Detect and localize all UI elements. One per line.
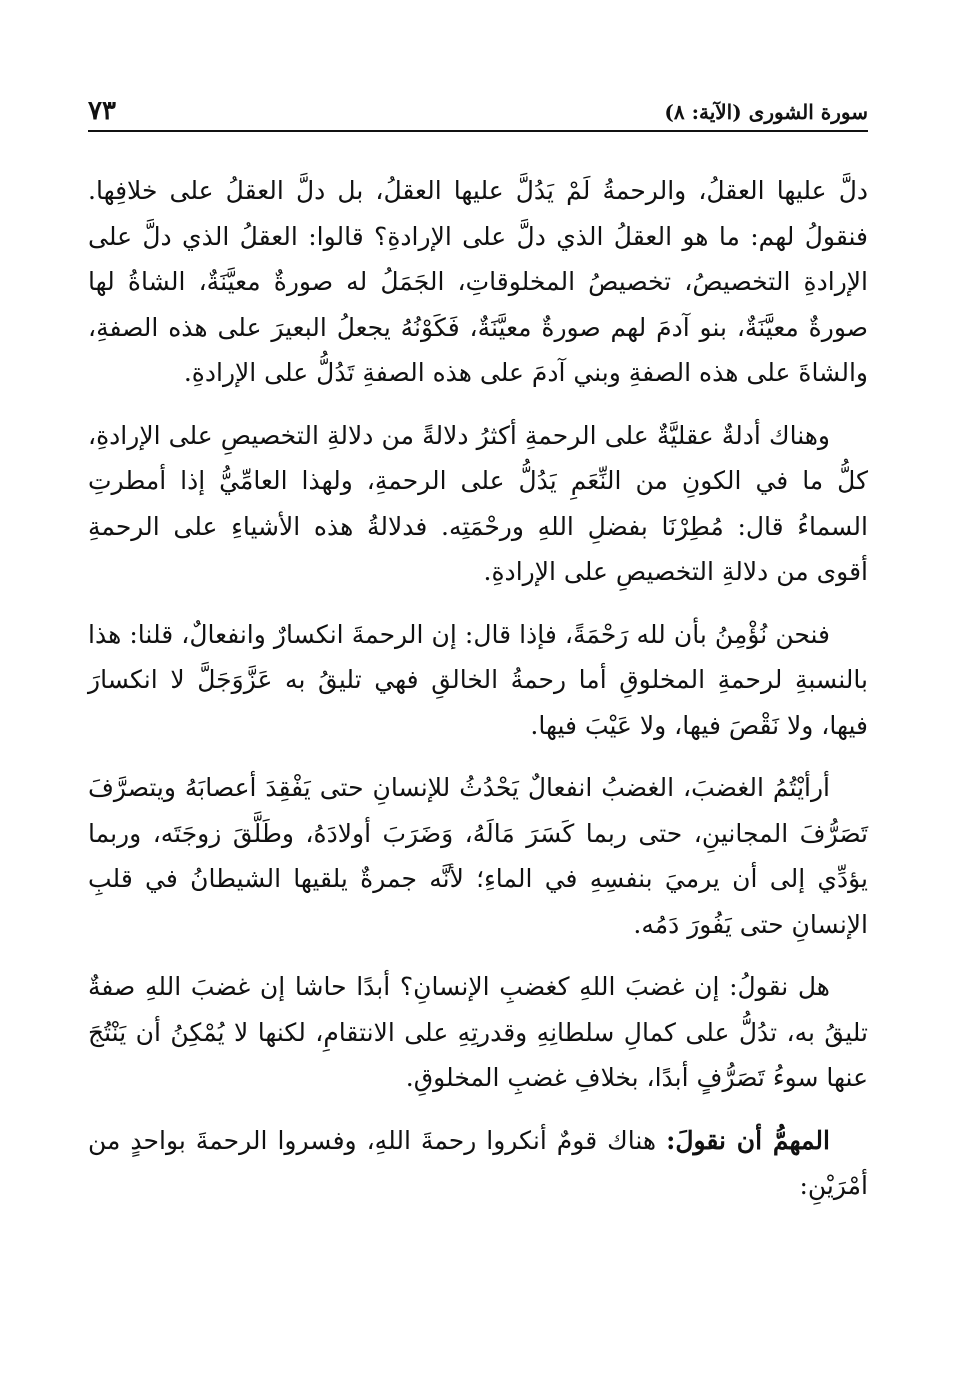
paragraph-6 bbox=[88, 1118, 868, 1209]
page-number: ٧٣ bbox=[88, 96, 116, 126]
paragraph-text: دلَّ عليها العقلُ، والرحمةُ لَمْ يَدُلَّ عليها العقلُ، بل دلَّ العقلُ على خلافِها. فنقولُ لهم: ما هو العقلُ الذي دلَّ على الإرادةِ؟ قالوا: العقلُ الذي دلَّ على الإرادةِ التخصيصُ، تخصيصُ المخلوقاتِ، الجَمَلُ له صورةٌ معيَّنَةٌ، الشاةُ لها صورةٌ معيَّنَةٌ، بنو آدمَ لهم صورةٌ معيَّنَةٌ، فَكَوْنُهُ يجعلُ البعيرَ على هذه الصفةِ، والشاةَ على هذه الصفةِ وبني آدمَ على هذه الصفةِ تَدُلُّ على الإرادةِ. bbox=[88, 176, 868, 387]
paragraph-text: هناك قومٌ أنكروا رحمةَ اللهِ، وفسروا الرحمةَ بواحدٍ من أمْرَيْنِ: bbox=[88, 1125, 868, 1200]
surah-title: سورة الشورى (الآية: ٨) bbox=[664, 100, 868, 124]
paragraph-text: فنحن نُؤْمِنُ بأن لله رَحْمَةً، فإذا قال: إن الرحمةَ انكسارٌ وانفعالٌ، قلنا: هذا بالنسبةِ لرحمةِ المخلوقِ أما رحمةُ الخالقِ فهي تليقُ به عَزَّوَجَلَّ لا انكسارَ فيها، ولا نَقْصَ فيها، ولا عَيْبَ فيها. bbox=[88, 619, 868, 740]
paragraph-text: وهناك أدلةٌ عقليَّةٌ على الرحمةِ أكثرُ دلالةً من دلالةِ التخصيصِ على الإرادةِ، كلُّ ما في الكونِ من النِّعَمِ يَدُلُّ على الرحمةِ، ولهذا العامِّيُّ إذا أمطرتِ السماءُ قال: مُطِرْنَا بفضلِ اللهِ ورحْمَتِه. فدلالةُ هذه الأشياءِ على الرحمةِ أقوى من دلالةِ التخصيصِ على الإرادةِ. bbox=[88, 420, 868, 586]
page-body bbox=[88, 168, 868, 1226]
header-divider bbox=[88, 130, 868, 132]
paragraph-text: هل نقولُ: إن غضبَ اللهِ كغضبِ الإنسانِ؟ أبدًا حاشا إن غضبَ اللهِ صفةٌ تليقُ به، تدُلُّ على كمالِ سلطانِهِ وقدرتِهِ على الانتقامِ، لكنها لا يُمْكِنُ أن يَنْتُجَ عنها سوءُ تَصَرُّفٍ أبدًا، بخلافِ غضبِ المخلوقِ. bbox=[88, 972, 868, 1092]
paragraph-4 bbox=[88, 765, 868, 947]
paragraph-3 bbox=[88, 612, 868, 749]
paragraph-lead: المهمُّ أن نقولَ: bbox=[666, 1125, 830, 1155]
paragraph-5 bbox=[88, 964, 868, 1101]
paragraph-1 bbox=[88, 168, 868, 396]
page-header bbox=[88, 96, 868, 130]
paragraph-text: أرأيْتُمُ الغضبَ، الغضبُ انفعالٌ يَحْدُثُ للإنسانِ حتى يَفْقِدَ أعصابَهُ ويتصرَّفَ تَصَرُّفَ المجانينِ، حتى ربما كَسَرَ مَالَهُ، وَضَرَبَ أولادَهُ، وطَلَّقَ زوجَتَه، وربما يؤدِّي إلى أن يرميَ بنفسِهِ في الماءِ؛ لأنَّه جمرةٌ يلقيها الشيطانُ في قلبِ الإنسانِ حتى يَفُورَ دَمُه. bbox=[88, 773, 868, 939]
paragraph-2 bbox=[88, 413, 868, 595]
